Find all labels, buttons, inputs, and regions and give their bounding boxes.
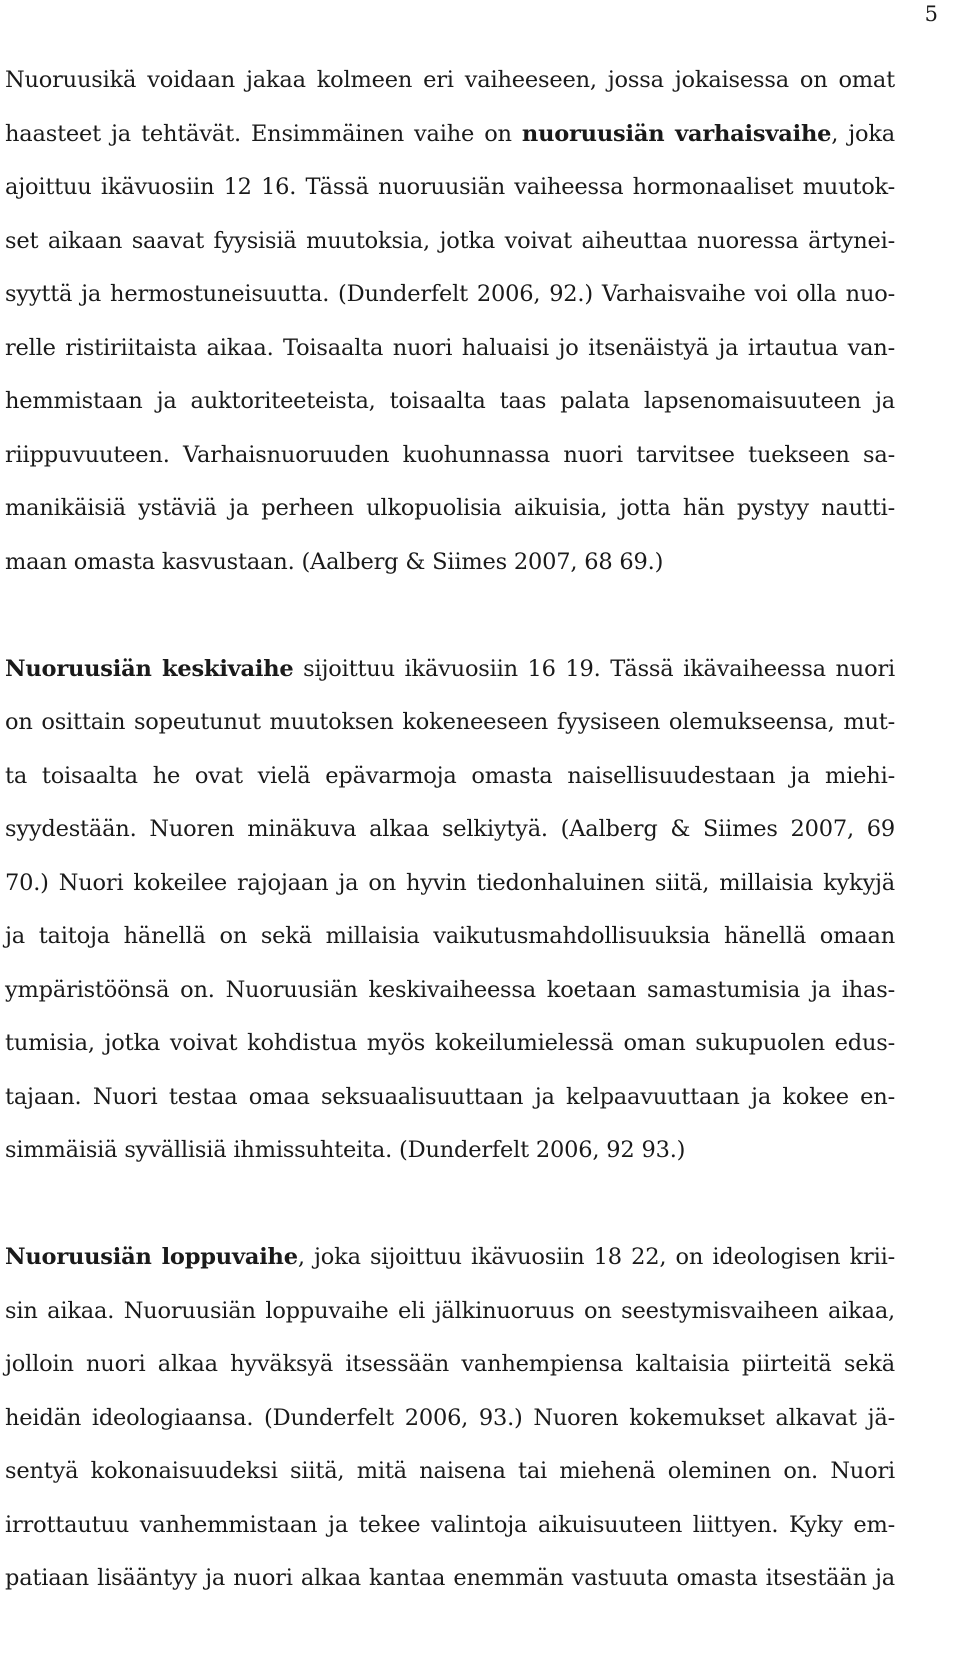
text-line xyxy=(5,1231,895,1285)
paragraph-gap xyxy=(5,1178,895,1232)
text-line xyxy=(5,857,895,911)
text-segment: 70.) Nuori kokeilee rajojaan ja on hyvin tiedonhaluinen siitä, millaisia kykyjä xyxy=(5,869,895,896)
text-line xyxy=(5,1552,895,1606)
text-segment: sijoittuu ikävuosiin 16 19. Tässä ikävaiheessa nuori xyxy=(293,655,895,682)
bold-term: Nuoruusiän keskivaihe xyxy=(5,655,294,682)
text-segment: set aikaan saavat fyysisiä muutoksia, jotka voivat aiheuttaa nuoressa ärtynei- xyxy=(5,227,895,254)
text-line xyxy=(5,1124,895,1178)
text-segment: haasteet ja tehtävät. Ensimmäinen vaihe on xyxy=(5,120,522,147)
text-line xyxy=(5,161,895,215)
text-segment: , joka xyxy=(831,120,895,147)
text-line xyxy=(5,1285,895,1339)
text-line xyxy=(5,1017,895,1071)
text-segment: patiaan lisääntyy ja nuori alkaa kantaa enemmän vastuuta omasta itsestään ja xyxy=(5,1565,895,1591)
text-line xyxy=(5,429,895,483)
text-line xyxy=(5,322,895,376)
text-segment: maan omasta kasvustaan. (Aalberg & Siimes 2007, 68 69.) xyxy=(5,548,664,575)
text-line xyxy=(5,1338,895,1392)
text-line xyxy=(5,643,895,697)
text-segment: simmäisiä syvällisiä ihmissuhteita. (Dunderfelt 2006, 92 93.) xyxy=(5,1137,686,1163)
text-segment: jolloin nuori alkaa hyväksyä itsessään vanhempiensa kaltaisia piirteitä sekä xyxy=(5,1351,895,1377)
text-segment: syydestään. Nuoren minäkuva alkaa selkiytyä. (Aalberg & Siimes 2007, 69 xyxy=(5,816,895,842)
text-line xyxy=(5,482,895,536)
text-line xyxy=(5,964,895,1018)
text-segment: irrottautuu vanhemmistaan ja tekee valintoja aikuisuuteen liittyen. Kyky em- xyxy=(5,1511,895,1538)
text-segment: sentyä kokonaisuudeksi siitä, mitä naisena tai miehenä oleminen on. Nuori xyxy=(5,1458,895,1484)
paragraph-1 xyxy=(5,54,895,589)
text-line xyxy=(5,1071,895,1125)
text-segment: ta toisaalta he ovat vielä epävarmoja omasta naisellisuudestaan ja miehi- xyxy=(5,762,895,789)
text-segment: ympäristöönsä on. Nuoruusiän keskivaiheessa koetaan samastumisia ja ihas- xyxy=(5,976,895,1003)
text-segment: riippuvuuteen. Varhaisnuoruuden kuohunnassa nuori tarvitsee tuekseen sa- xyxy=(5,441,895,468)
bold-term: Nuoruusiän loppuvaihe xyxy=(5,1244,298,1270)
text-segment: Nuoruusikä voidaan jakaa kolmeen eri vaiheeseen, jossa jokaisessa on omat xyxy=(5,67,895,93)
paragraph-gap xyxy=(5,589,895,643)
bold-term: nuoruusiän varhaisvaihe xyxy=(521,120,832,147)
text-line xyxy=(5,1392,895,1446)
text-line xyxy=(5,910,895,964)
text-line xyxy=(5,536,895,590)
text-segment: tumisia, jotka voivat kohdistua myös kokeilumielessä oman sukupuolen edus- xyxy=(5,1030,895,1056)
text-segment: ajoittuu ikävuosiin 12 16. Tässä nuoruusiän vaiheessa hormonaaliset muutok- xyxy=(5,174,895,200)
text-segment: manikäisiä ystäviä ja perheen ulkopuolisia aikuisia, jotta hän pystyy nautti- xyxy=(5,495,895,521)
document-body xyxy=(5,54,895,1606)
text-segment: , joka sijoittuu ikävuosiin 18 22, on ideologisen krii- xyxy=(297,1244,895,1270)
text-line xyxy=(5,375,895,429)
text-line xyxy=(5,803,895,857)
text-line xyxy=(5,696,895,750)
paragraph-2 xyxy=(5,643,895,1178)
text-line xyxy=(5,54,895,108)
paragraph-3 xyxy=(5,1231,895,1606)
text-line xyxy=(5,108,895,162)
text-line xyxy=(5,1445,895,1499)
text-line xyxy=(5,750,895,804)
text-segment: hemmistaan ja auktoriteeteista, toisaalta taas palata lapsenomaisuuteen ja xyxy=(5,388,895,414)
text-segment: syyttä ja hermostuneisuutta. (Dunderfelt 2006, 92.) Varhaisvaihe voi olla nuo- xyxy=(5,281,895,307)
page-number: 5 xyxy=(924,2,938,26)
text-segment: on osittain sopeutunut muutoksen kokeneeseen fyysiseen olemukseensa, mut- xyxy=(5,709,895,735)
text-line xyxy=(5,268,895,322)
text-line xyxy=(5,1499,895,1553)
text-segment: ja taitoja hänellä on sekä millaisia vaikutusmahdollisuuksia hänellä omaan xyxy=(5,923,895,949)
text-segment: sin aikaa. Nuoruusiän loppuvaihe eli jälkinuoruus on seestymisvaiheen aikaa, xyxy=(5,1297,895,1324)
text-segment: heidän ideologiaansa. (Dunderfelt 2006, 93.) Nuoren kokemukset alkavat jä- xyxy=(5,1404,895,1431)
text-segment: relle ristiriitaista aikaa. Toisaalta nuori haluaisi jo itsenäistyä ja irtautua van- xyxy=(5,334,895,361)
text-segment: tajaan. Nuori testaa omaa seksuaalisuuttaan ja kelpaavuuttaan ja kokee en- xyxy=(5,1083,895,1110)
text-line xyxy=(5,215,895,269)
